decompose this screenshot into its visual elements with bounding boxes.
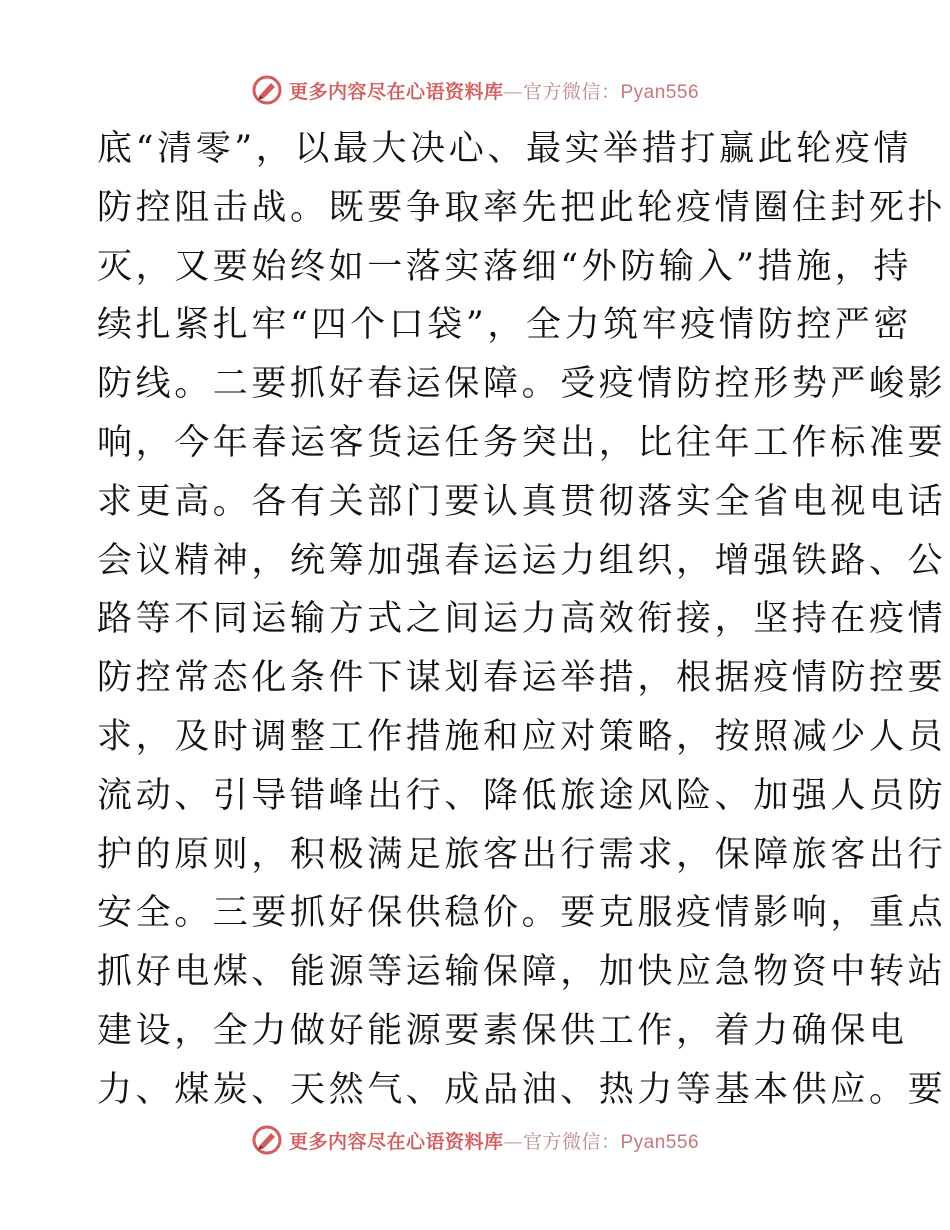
header-separator: — (503, 80, 523, 103)
body-line: 流动、引导错峰出行、降低旅途风险、加强人员防 (97, 775, 947, 816)
header-text (289, 77, 699, 104)
footer-text (289, 1127, 699, 1154)
body-line: 防控常态化条件下谋划春运举措，根据疫情防控要 (97, 658, 947, 699)
body-line: 响，今年春运客货运任务突出，比往年工作标准要 (97, 422, 947, 463)
body-line: 底“清零”，以最大决心、最实举措打赢此轮疫情 (97, 129, 912, 169)
header-wechat-label: 官方微信： (522, 80, 621, 103)
body-line: 会议精神，统筹加强春运运力组织，增强铁路、公 (97, 540, 947, 581)
body-line: 安全。三要抓好保供稳价。要克服疫情影响，重点 (97, 893, 947, 934)
body-line: 求更高。各有关部门要认真贯彻落实全省电视电话 (97, 481, 947, 522)
header-banner (0, 70, 950, 110)
footer-wechat-id: Pyan556 (620, 1131, 700, 1153)
body-line: 续扎紧扎牢“四个口袋”，全力筑牢疫情防控严密 (97, 305, 912, 346)
body-line: 灭，又要始终如一落实落细“外防输入”措施，持 (97, 246, 912, 287)
footer-brand: 更多内容尽在心语资料库 (288, 1130, 504, 1153)
footer-separator: — (503, 1130, 523, 1153)
footer-banner (0, 1120, 950, 1160)
body-line: 护的原则，积极满足旅客出行需求，保障旅客出行 (97, 834, 947, 875)
footer-wechat-label: 官方微信： (522, 1130, 621, 1153)
header-brand: 更多内容尽在心语资料库 (288, 80, 504, 103)
body-line: 求，及时调整工作措施和应对策略，按照减少人员 (97, 716, 947, 757)
header-wechat-id: Pyan556 (620, 81, 700, 103)
hand-pen-icon (251, 1124, 283, 1156)
body-line: 防线。二要抓好春运保障。受疫情防控形势严峻影 (97, 364, 947, 405)
body-line: 建设，全力做好能源要素保供工作，着力确保电 (97, 1010, 908, 1051)
document-body (97, 120, 947, 1120)
body-line: 抓好电煤、能源等运输保障，加快应急物资中转站 (97, 952, 947, 993)
hand-pen-icon (251, 74, 283, 106)
body-line: 力、煤炭、天然气、成品油、热力等基本供应。要 (97, 1069, 947, 1110)
body-line: 路等不同运输方式之间运力高效衔接，坚持在疫情 (97, 599, 947, 640)
body-line: 防控阻击战。既要争取率先把此轮疫情圈住封死扑 (97, 187, 947, 228)
